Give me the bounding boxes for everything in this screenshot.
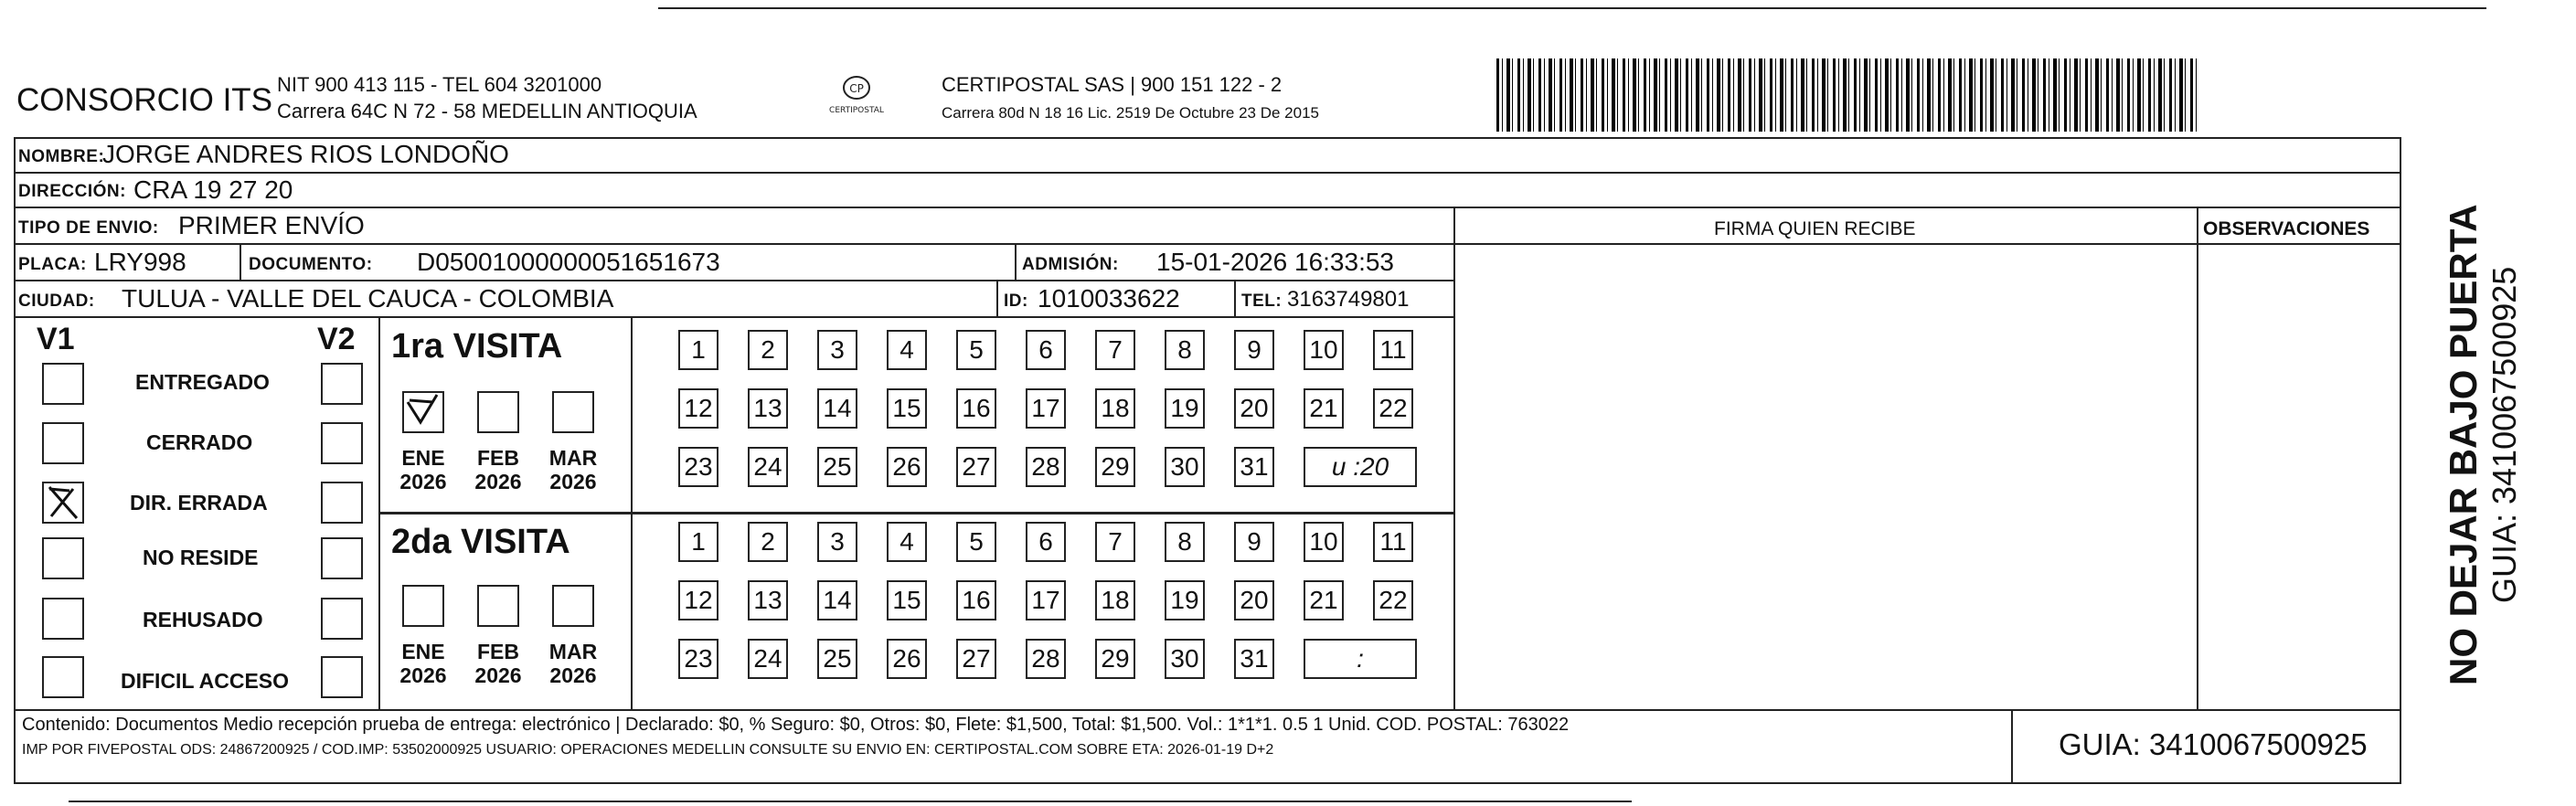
visit2-day-box[interactable]: 1: [678, 522, 719, 562]
visit2-day-box[interactable]: 9: [1234, 522, 1274, 562]
svg-text:CP: CP: [849, 82, 864, 95]
visit1-day-box[interactable]: 16: [956, 388, 996, 429]
side-guia-label: GUIA: 3410067500925: [2486, 266, 2523, 603]
visit1-day-box[interactable]: 24: [748, 447, 788, 487]
visit1-day-box[interactable]: 14: [817, 388, 857, 429]
visit1-day-box[interactable]: 17: [1026, 388, 1066, 429]
visit2-mar-checkbox[interactable]: [552, 585, 594, 627]
visit1-day-box[interactable]: 10: [1304, 330, 1344, 370]
visit1-month-feb: FEB 2026: [474, 446, 522, 494]
certipostal-logo: [815, 71, 898, 122]
nit-line: NIT 900 413 115 - TEL 604 3201000: [277, 73, 602, 96]
visit1-day-box[interactable]: 25: [817, 447, 857, 487]
top-rule: [658, 7, 2486, 9]
v2-entregado-checkbox[interactable]: [321, 363, 363, 405]
svg-text:CERTIPOSTAL: CERTIPOSTAL: [829, 106, 884, 115]
visit1-day-box[interactable]: 2: [748, 330, 788, 370]
placa-label: PLACA:: [18, 255, 87, 274]
visit1-month-mar: MAR 2026: [548, 446, 598, 494]
id-value: 1010033622: [1038, 284, 1180, 313]
visit1-day-box[interactable]: 5: [956, 330, 996, 370]
visit2-day-box[interactable]: 16: [956, 580, 996, 620]
handwritten-x-mark-icon: [42, 482, 84, 524]
visit2-ene-checkbox[interactable]: [402, 585, 444, 627]
visit2-day-box[interactable]: 26: [887, 639, 927, 679]
visit2-day-box[interactable]: 14: [817, 580, 857, 620]
v2-label: V2: [317, 322, 356, 356]
v1-no-reside-checkbox[interactable]: [42, 537, 84, 579]
company-name: CONSORCIO ITS: [16, 82, 273, 118]
status-cerrado: CERRADO: [146, 430, 253, 454]
visit2-day-box[interactable]: 27: [956, 639, 996, 679]
v1-dificil-acceso-checkbox[interactable]: [42, 656, 84, 698]
visit2-title: 2da VISITA: [391, 523, 570, 561]
visit1-day-box[interactable]: 21: [1304, 388, 1344, 429]
visit2-day-box[interactable]: 6: [1026, 522, 1066, 562]
visit2-day-box[interactable]: 4: [887, 522, 927, 562]
v2-dir-errada-checkbox[interactable]: [321, 482, 363, 524]
visit2-day-box[interactable]: 18: [1095, 580, 1135, 620]
visit1-day-box[interactable]: 1: [678, 330, 719, 370]
visit2-day-box[interactable]: 24: [748, 639, 788, 679]
nombre-value: JORGE ANDRES RIOS LONDOÑO: [102, 140, 509, 168]
ciudad-value: TULUA - VALLE DEL CAUCA - COLOMBIA: [122, 284, 614, 313]
visit2-day-box[interactable]: 23: [678, 639, 719, 679]
visit1-day-box[interactable]: 23: [678, 447, 719, 487]
visit1-day-box[interactable]: 28: [1026, 447, 1066, 487]
visit2-day-box[interactable]: 21: [1304, 580, 1344, 620]
visit2-day-box[interactable]: 15: [887, 580, 927, 620]
visit1-day-box[interactable]: 4: [887, 330, 927, 370]
firma-label: FIRMA QUIEN RECIBE: [1714, 218, 1916, 239]
v1-cerrado-checkbox[interactable]: [42, 422, 84, 464]
visit2-month-feb: FEB 2026: [474, 640, 522, 688]
visit1-day-box[interactable]: 3: [817, 330, 857, 370]
visit1-day-box[interactable]: 19: [1165, 388, 1205, 429]
visit1-day-box[interactable]: 26: [887, 447, 927, 487]
visit2-day-box[interactable]: 3: [817, 522, 857, 562]
visit2-day-box[interactable]: 28: [1026, 639, 1066, 679]
visit1-day-box[interactable]: 12: [678, 388, 719, 429]
visit2-day-box[interactable]: 7: [1095, 522, 1135, 562]
visit1-day-box[interactable]: 29: [1095, 447, 1135, 487]
visit2-day-box[interactable]: 2: [748, 522, 788, 562]
visit1-day-box[interactable]: 27: [956, 447, 996, 487]
address-line: Carrera 64C N 72 - 58 MEDELLIN ANTIOQUIA: [277, 100, 697, 122]
visit1-day-box[interactable]: 11: [1373, 330, 1413, 370]
nombre-label: NOMBRE:: [18, 147, 105, 166]
status-dificil-acceso: DIFICIL ACCESO: [121, 669, 290, 693]
tipo-envio-label: TIPO DE ENVIO:: [18, 218, 159, 238]
visit1-day-box[interactable]: 13: [748, 388, 788, 429]
v1-dir-errada-checkbox[interactable]: [42, 482, 84, 524]
visit2-month-ene: ENE 2026: [399, 640, 447, 688]
direccion-label: DIRECCIÓN:: [18, 182, 126, 201]
status-rehusado: REHUSADO: [143, 608, 263, 631]
visit1-day-box[interactable]: 8: [1165, 330, 1205, 370]
handwritten-check-mark-icon: [402, 391, 444, 433]
tel-value: 3163749801: [1287, 287, 1410, 312]
placa-value: LRY998: [94, 248, 186, 276]
documento-value: D05001000000051651673: [417, 248, 720, 276]
v2-dificil-acceso-checkbox[interactable]: [321, 656, 363, 698]
visit2-day-box[interactable]: 10: [1304, 522, 1344, 562]
v1-label: V1: [37, 322, 75, 356]
v1-rehusado-checkbox[interactable]: [42, 598, 84, 640]
visit1-day-box[interactable]: 18: [1095, 388, 1135, 429]
visit2-day-box[interactable]: 13: [748, 580, 788, 620]
visit1-day-box[interactable]: 6: [1026, 330, 1066, 370]
bottom-rule: [69, 801, 1632, 802]
visit1-time-field[interactable]: u :20: [1304, 447, 1417, 487]
visit1-ene-checkbox[interactable]: [402, 391, 444, 433]
no-dejar-bajo-puerta-label: NO DEJAR BAJO PUERTA: [2442, 204, 2485, 685]
footer-content-line: Contenido: Documentos Medio recepción prueba de entrega: electrónico | Declarado: $0, % Seguro: $0, Otros: $0, Flete: $1,500, Total: $1,500. Vol.: 1*1*1. 0.5 1 Unid. COD. POSTAL: 763022: [22, 715, 1570, 735]
visit2-day-box[interactable]: 11: [1373, 522, 1413, 562]
visit2-day-box[interactable]: 30: [1165, 639, 1205, 679]
v2-cerrado-checkbox[interactable]: [321, 422, 363, 464]
visit2-time-field[interactable]: :: [1304, 639, 1417, 679]
visit2-feb-checkbox[interactable]: [477, 585, 519, 627]
status-dir-errada: DIR. ERRADA: [130, 491, 268, 514]
id-label: ID:: [1004, 292, 1028, 311]
visit2-day-box[interactable]: 19: [1165, 580, 1205, 620]
visit1-day-box[interactable]: 31: [1234, 447, 1274, 487]
barcode: [1496, 58, 2200, 132]
visit1-day-box[interactable]: 9: [1234, 330, 1274, 370]
v2-rehusado-checkbox[interactable]: [321, 598, 363, 640]
visit2-day-box[interactable]: 20: [1234, 580, 1274, 620]
status-no-reside: NO RESIDE: [143, 546, 259, 569]
tipo-envio-value: PRIMER ENVÍO: [178, 211, 365, 239]
visit2-day-box[interactable]: 5: [956, 522, 996, 562]
visit2-day-box[interactable]: 25: [817, 639, 857, 679]
ciudad-label: CIUDAD:: [18, 292, 95, 311]
documento-label: DOCUMENTO:: [249, 255, 373, 274]
carrier-address: Carrera 80d N 18 16 Lic. 2519 De Octubre 23 De 2015: [942, 104, 1319, 122]
footer-imp-line: IMP POR FIVEPOSTAL ODS: 24867200925 / COD.IMP: 53502000925 USUARIO: OPERACIONES MEDELLIN CONSULTE SU ENVIO EN: CERTIPOSTAL.COM SOBRE ETA: 2026-01-19 D+2: [22, 742, 1274, 758]
visit1-day-box[interactable]: 22: [1373, 388, 1413, 429]
visit1-day-box[interactable]: 15: [887, 388, 927, 429]
visit1-day-box[interactable]: 20: [1234, 388, 1274, 429]
admision-value: 15-01-2026 16:33:53: [1156, 248, 1394, 276]
carrier-line: CERTIPOSTAL SAS | 900 151 122 - 2: [942, 73, 1283, 96]
visit2-day-box[interactable]: 22: [1373, 580, 1413, 620]
visit2-day-box[interactable]: 31: [1234, 639, 1274, 679]
direccion-value: CRA 19 27 20: [133, 175, 293, 204]
observaciones-label: OBSERVACIONES: [2203, 218, 2370, 239]
v1-entregado-checkbox[interactable]: [42, 363, 84, 405]
visit1-day-box[interactable]: 7: [1095, 330, 1135, 370]
tel-label: TEL:: [1241, 292, 1283, 311]
admision-label: ADMISIÓN:: [1022, 255, 1119, 274]
visit2-day-box[interactable]: 29: [1095, 639, 1135, 679]
status-entregado: ENTREGADO: [135, 370, 270, 394]
v2-no-reside-checkbox[interactable]: [321, 537, 363, 579]
visit2-day-box[interactable]: 12: [678, 580, 719, 620]
visit1-feb-checkbox[interactable]: [477, 391, 519, 433]
footer-guia: GUIA: 3410067500925: [2059, 727, 2368, 761]
visit2-day-box[interactable]: 17: [1026, 580, 1066, 620]
visit2-month-mar: MAR 2026: [548, 640, 598, 688]
form-frame: [14, 137, 2401, 784]
visit2-day-box[interactable]: 8: [1165, 522, 1205, 562]
visit1-title: 1ra VISITA: [391, 327, 563, 366]
visit1-mar-checkbox[interactable]: [552, 391, 594, 433]
visit1-month-ene: ENE 2026: [399, 446, 447, 494]
visit1-day-box[interactable]: 30: [1165, 447, 1205, 487]
